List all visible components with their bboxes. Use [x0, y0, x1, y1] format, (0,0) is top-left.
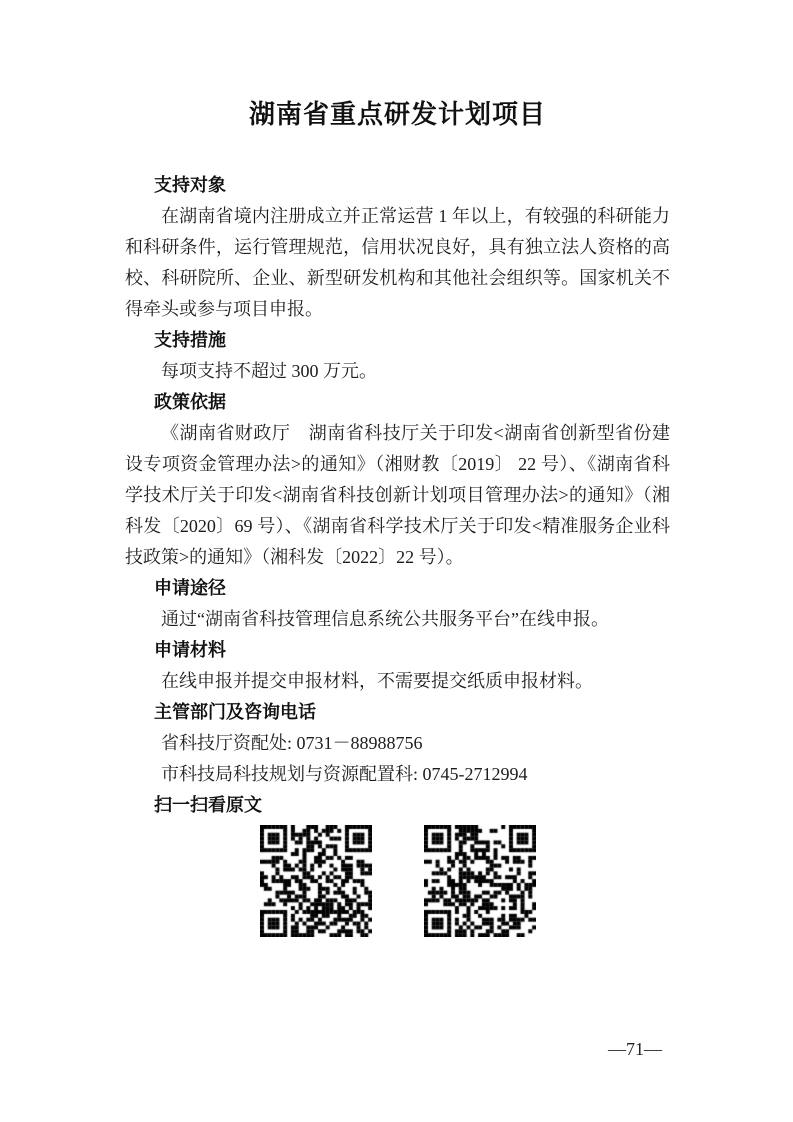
doc-section	[125, 635, 670, 697]
page-number: —71—	[608, 1039, 662, 1059]
paragraph: 省科技厅资配处: 0731－88988756	[161, 733, 423, 753]
doc-section	[125, 573, 670, 635]
section-heading: 主管部门及咨询电话	[154, 702, 316, 722]
page-title: 湖南省重点研发计划项目	[248, 100, 546, 129]
doc-section	[125, 387, 670, 573]
section-heading: 支持对象	[154, 175, 226, 195]
paragraph: 每项支持不超过 300 万元。	[161, 361, 377, 381]
paragraph: 在湖南省境内注册成立并正常运营 1 年以上，有较强的科研能力和科研条件，运行管理规范，信用状况良好，具有独立法人资格的高校、科研院所、企业、新型研发机构和其他社会组织等。国家机关不得牵头或参与项目申报。	[125, 206, 670, 319]
sections-container	[125, 170, 670, 821]
paragraph: 在线申报并提交申报材料，不需要提交纸质申报材料。	[161, 671, 593, 691]
qr-code-right	[424, 825, 536, 937]
section-heading: 支持措施	[154, 330, 226, 350]
document-content	[125, 98, 670, 937]
section-heading: 扫一扫看原文	[154, 795, 262, 815]
section-heading: 政策依据	[154, 392, 226, 412]
doc-section	[125, 697, 670, 790]
paragraph: 市科技局科技规划与资源配置科: 0745-2712994	[161, 764, 528, 784]
section-heading: 申请材料	[154, 640, 226, 660]
section-heading: 申请途径	[154, 578, 226, 598]
doc-section	[125, 790, 670, 821]
paragraph: 通过“湖南省科技管理信息系统公共服务平台”在线申报。	[161, 609, 609, 629]
paragraph: 《湖南省财政厅 湖南省科技厅关于印发<湖南省创新型省份建设专项资金管理办法>的通知》（湘财教〔2019〕 22 号）、《湖南省科学技术厅关于印发<湖南省科技创新计划项目管理办法>的通知》（湘科发〔2020〕69 号）、《湖南省科学技术厅关于印发<精准服务企业科技政策>的通知》（湘科发〔2022〕22 号）。	[125, 423, 670, 567]
doc-section	[125, 325, 670, 387]
qr-code-left	[260, 825, 372, 937]
qr-row	[125, 825, 670, 937]
doc-section	[125, 170, 670, 325]
